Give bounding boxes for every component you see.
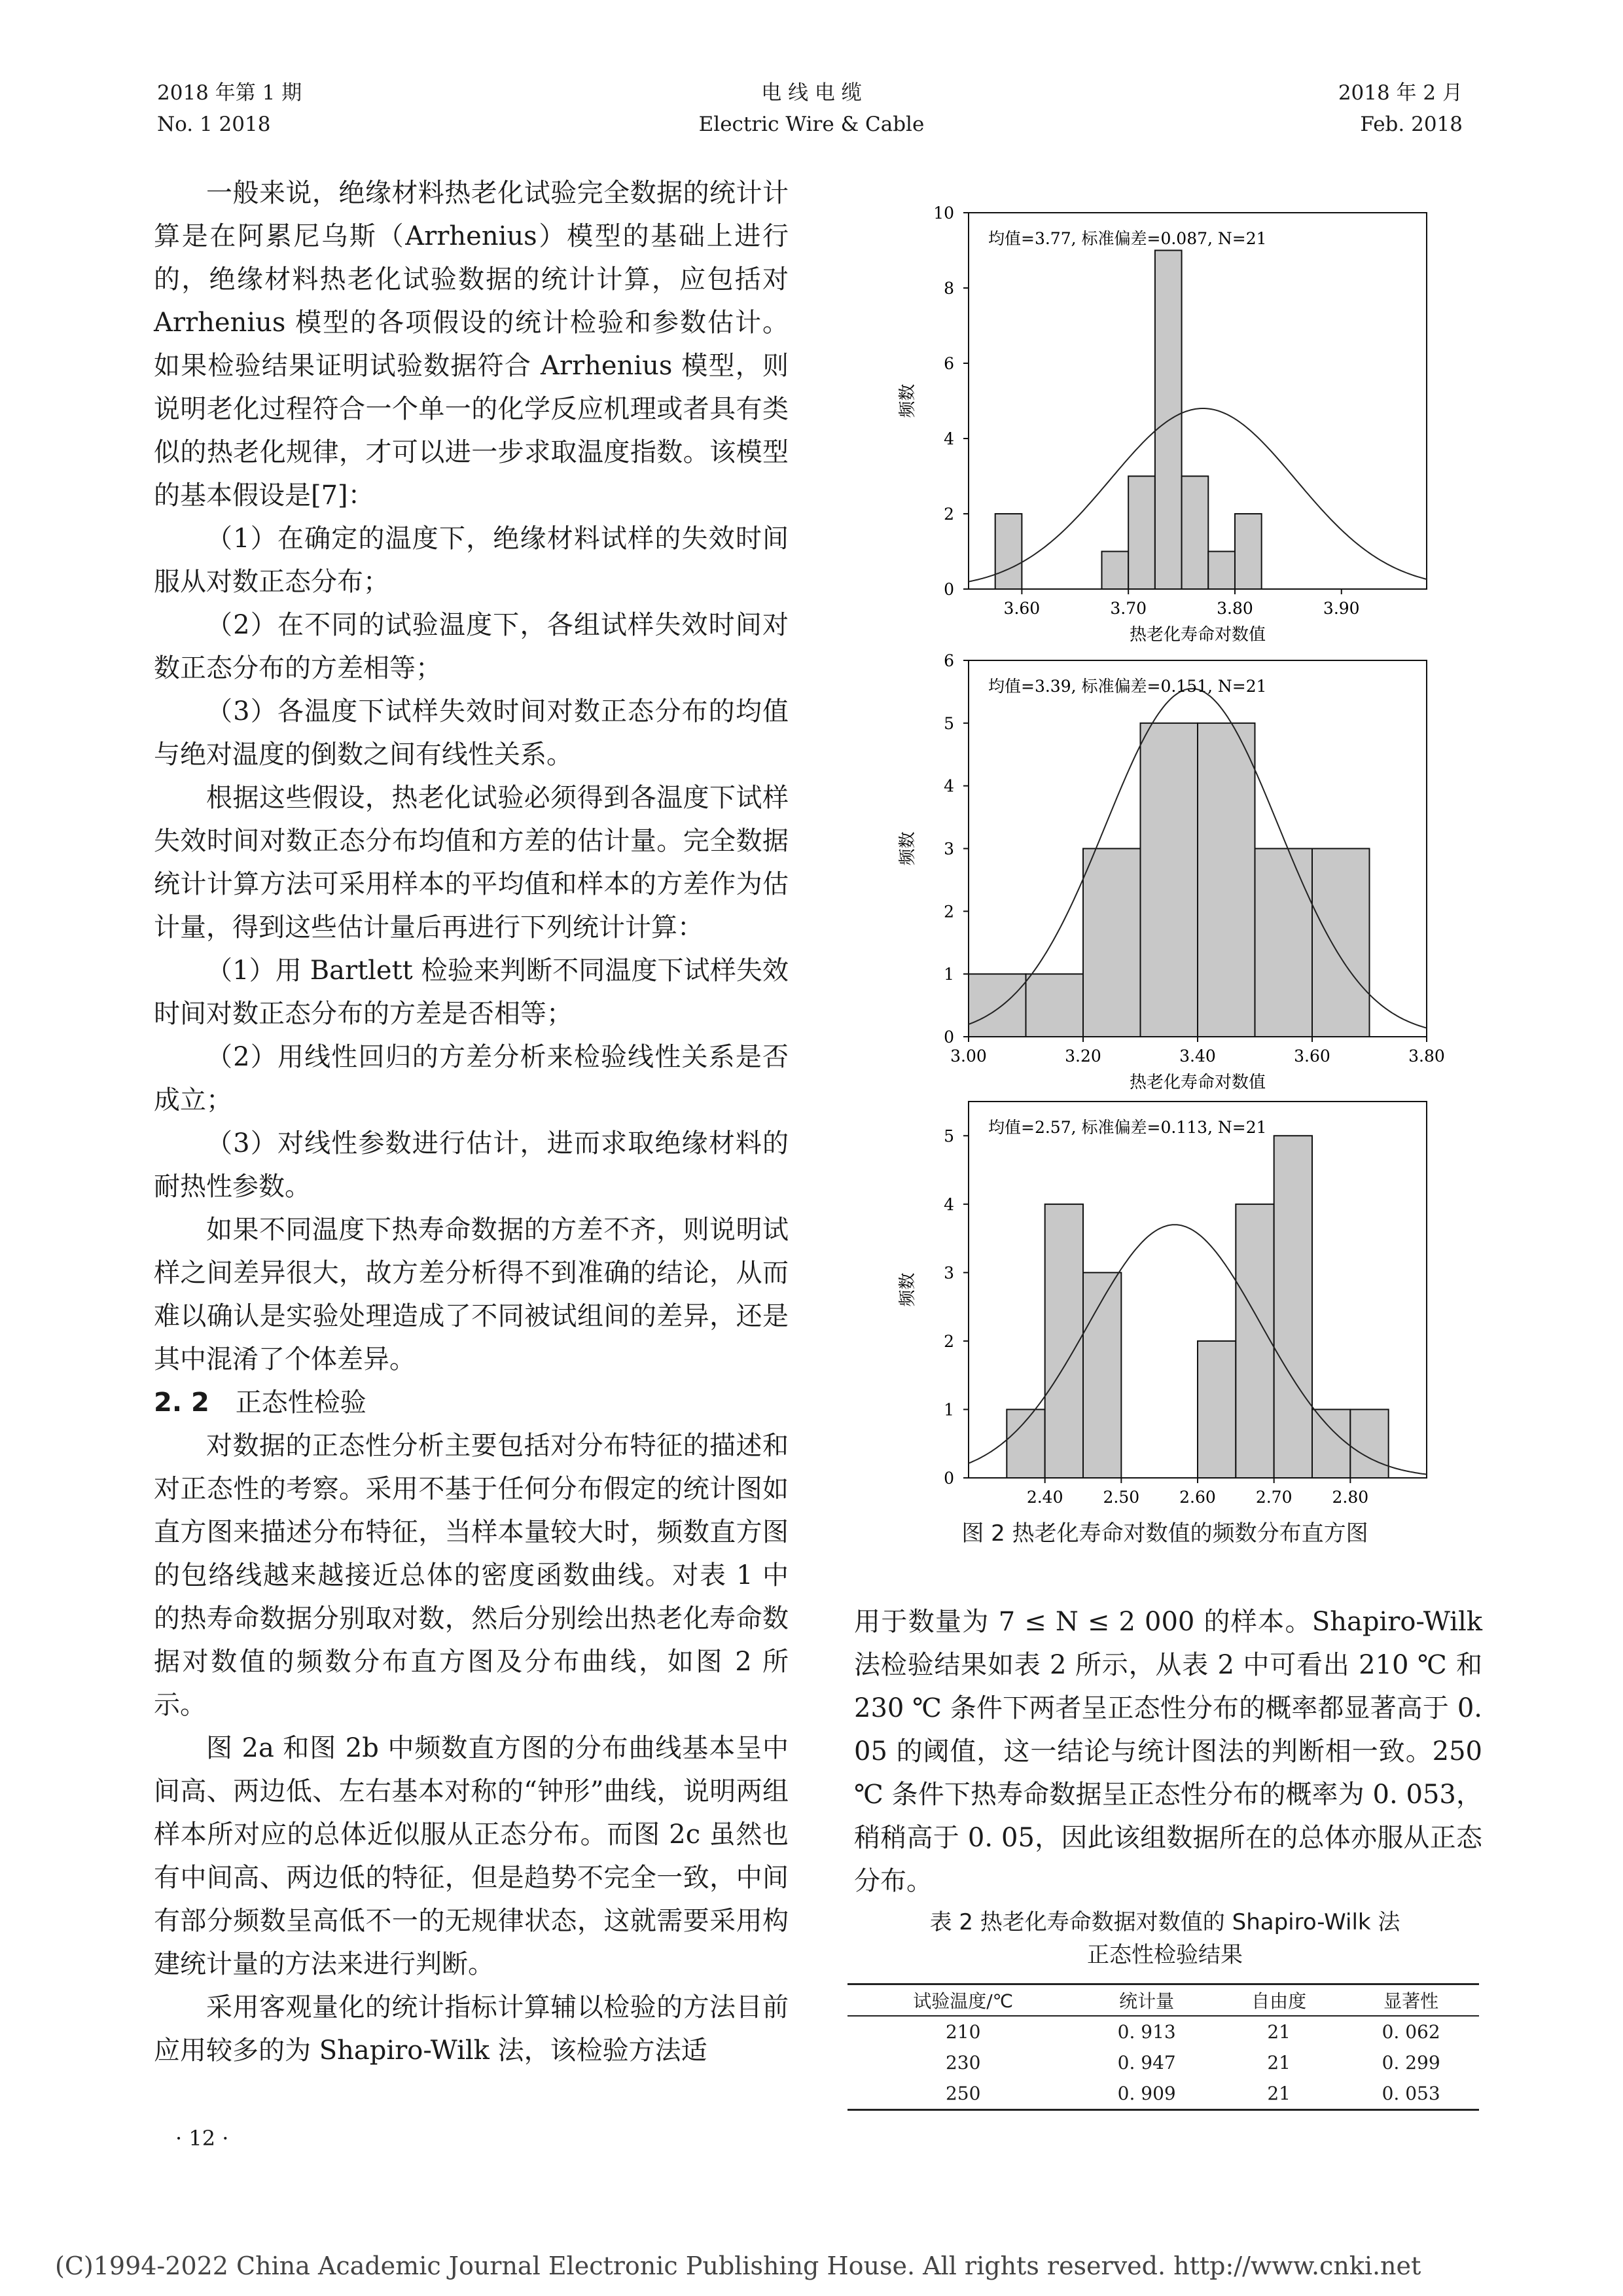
table-cell: 210 <box>945 2021 981 2043</box>
paragraph-sw-result: 用于数量为 7 ≤ N ≤ 2 000 的样本。Shapiro-Wilk 法检验结果如表 2 所示，从表 2 中可看出 210 ℃ 和 230 ℃ 条件下两者呈正态性分布的概率都显著高于 0. 05 的阈值，这一结论与统计图法的判断相一致。250 ℃ 条件下热寿命数据呈正态性分布的概率为 0. 053，稍稍高于 0. 05，因此该组数据所在的总体亦服从正态分布。 <box>854 1607 1482 1896</box>
table-row <box>847 2047 1479 2078</box>
y-tick-label: 1 <box>944 965 954 984</box>
right-column <box>854 1600 1482 1903</box>
x-tick-label: 2.80 <box>1332 1488 1369 1507</box>
table-cell: 0. 062 <box>1382 2021 1440 2043</box>
histogram-bar <box>1312 849 1370 1037</box>
histogram-250 <box>851 1079 1479 1511</box>
histogram-bar <box>1312 1409 1350 1478</box>
paragraph-estimators: 根据这些假设，热老化试验必须得到各温度下试样失效时间对数正态分布均值和方差的估计量。完全数据统计计算方法可采用样本的平均值和样本的方差作为估计量，得到这些估计量后再进行下列统计计算： <box>154 783 789 942</box>
histogram-230 <box>851 637 1479 1096</box>
table-header-cell: 自由度 <box>1215 1984 1343 2017</box>
x-tick-label: 2.60 <box>1179 1488 1216 1507</box>
header-issue-en: No. 1 2018 <box>157 113 271 136</box>
paragraph-fig2: 图 2a 和图 2b 中频数直方图的分布曲线基本呈中间高、两边低、左右基本对称的“钟形”曲线，说明两组样本所对应的总体近似服从正态分布。而图 2c 虽然也有中间高、两边低的特征，但是趋势不完全一致，中间有部分频数呈高低不一的无规律状态，这就需要采用构建统计量的方法来进行判断。 <box>154 1733 789 1979</box>
table-header-cell: 试验温度/℃ <box>847 1984 1079 2017</box>
y-tick-label: 5 <box>944 713 954 733</box>
histogram-bar <box>1155 251 1182 590</box>
page-number: · 12 · <box>175 2126 229 2151</box>
stats-annotation: 均值=3.77, 标准偏差=0.087, N=21 <box>988 229 1267 248</box>
histogram-bar <box>1255 849 1313 1037</box>
table-cell: 250 <box>847 2078 1079 2110</box>
histogram-bar <box>1045 1204 1083 1478</box>
histogram-bar <box>1236 1204 1274 1478</box>
table-row <box>847 2078 1479 2110</box>
y-tick-label: 2 <box>944 1331 954 1351</box>
section-number: 2. 2 <box>154 1388 209 1418</box>
histogram-210 <box>851 190 1479 648</box>
stats-annotation: 均值=2.57, 标准偏差=0.113, N=21 <box>988 1118 1267 1137</box>
histogram-bar <box>1198 723 1255 1037</box>
x-tick-label: 3.40 <box>1179 1047 1216 1066</box>
figure-caption: 图 2 热老化寿命对数值的频数分布直方图 <box>961 1520 1368 1547</box>
x-tick-label: 2.70 <box>1255 1488 1293 1507</box>
x-tick-label: 3.60 <box>1294 1047 1330 1066</box>
y-tick-label: 4 <box>944 429 954 448</box>
y-tick-label: 5 <box>944 1126 954 1146</box>
table-cell: 230 <box>945 2052 981 2073</box>
table-row <box>847 2016 1479 2047</box>
y-tick-label: 4 <box>944 776 954 796</box>
y-tick-label: 0 <box>944 580 954 599</box>
y-tick-label: 6 <box>944 651 954 670</box>
histogram-bar <box>1235 514 1262 589</box>
step-2: （2）用线性回归的方差分析来检验线性关系是否成立； <box>154 1042 789 1115</box>
x-tick-label: 3.70 <box>1110 599 1147 618</box>
left-column <box>154 171 789 2072</box>
x-tick-label: 3.20 <box>1065 1047 1101 1066</box>
y-tick-label: 0 <box>944 1028 954 1047</box>
assumption-2: （2）在不同的试验温度下，各组试样失效时间对数正态分布的方差相等； <box>154 610 789 683</box>
y-tick-label: 2 <box>944 505 954 524</box>
table-cell: 21 <box>1267 2021 1291 2043</box>
section-heading <box>154 1381 789 1424</box>
header-date-cn: 2018 年 2 月 <box>1338 81 1463 105</box>
step-1: （1）用 Bartlett 检验来判断不同温度下试样失效时间对数正态分布的方差是否相等； <box>154 956 789 1029</box>
table-cell: 0. 913 <box>1117 2021 1176 2043</box>
header-journal-cn: 电 线 电 缆 <box>761 81 862 105</box>
table-caption-line1: 表 2 热老化寿命数据对数值的 Shapiro-Wilk 法 <box>929 1909 1400 1935</box>
y-axis-label: 频数 <box>898 831 918 866</box>
histogram-bar <box>1026 974 1084 1037</box>
assumption-1: （1）在确定的温度下，绝缘材料试样的失效时间服从对数正态分布； <box>154 524 789 597</box>
x-tick-label: 3.90 <box>1323 599 1360 618</box>
histogram-bar <box>1083 849 1141 1037</box>
histogram-bar <box>1182 476 1209 590</box>
histogram-bar <box>1198 1341 1236 1478</box>
histogram-bar <box>1101 552 1128 590</box>
table-cell: 0. 909 <box>1079 2078 1215 2110</box>
x-tick-label: 3.80 <box>1408 1047 1445 1066</box>
assumption-3: （3）各温度下试样失效时间对数正态分布的均值与绝对温度的倒数之间有线性关系。 <box>154 696 789 770</box>
paragraph-shapiro: 采用客观量化的统计指标计算辅以检验的方法目前应用较多的为 Shapiro-Wilk 法，该检验方法适 <box>154 1992 789 2066</box>
histogram-bar <box>969 974 1026 1037</box>
figure-2 <box>851 190 1479 1513</box>
histogram-bar <box>995 514 1022 589</box>
table-cell: 21 <box>1267 2052 1291 2073</box>
table-caption-line2: 正态性检验结果 <box>1087 1942 1243 1968</box>
header-issue-cn: 2018 年第 1 期 <box>157 81 302 105</box>
x-tick-label: 3.00 <box>950 1047 987 1066</box>
y-tick-label: 6 <box>944 354 954 373</box>
x-tick-label: 3.60 <box>1003 599 1041 618</box>
y-tick-label: 1 <box>944 1400 954 1420</box>
header-journal-en: Electric Wire & Cable <box>698 113 925 136</box>
table-cell: 0. 947 <box>1117 2052 1176 2073</box>
table-cell: 21 <box>1215 2078 1343 2110</box>
results-table <box>847 1983 1479 2111</box>
histogram-bar <box>1083 1272 1121 1478</box>
y-tick-label: 10 <box>933 204 954 223</box>
y-tick-label: 8 <box>944 279 954 298</box>
y-tick-label: 2 <box>944 902 954 922</box>
x-tick-label: 2.50 <box>1103 1488 1140 1507</box>
paragraph-normality: 对数据的正态性分析主要包括对分布特征的描述和对正态性的考察。采用不基于任何分布假定的统计图如直方图来描述分布特征，当样本量较大时，频数直方图的包络线越来越接近总体的密度函数曲线。对表 1 中的热寿命数据分别取对数，然后分别绘出热老化寿命数据对数值的频数分布直方图及分布曲线，如图 2 所示。 <box>154 1431 789 1720</box>
x-axis-label: 热老化寿命对数值 <box>1129 625 1266 645</box>
y-tick-label: 3 <box>944 1263 954 1283</box>
step-3: （3）对线性参数进行估计，进而求取绝缘材料的耐热性参数。 <box>154 1128 789 1202</box>
stats-annotation: 均值=3.39, 标准偏差=0.151, N=21 <box>988 677 1267 696</box>
histogram-bar <box>1274 1136 1312 1478</box>
histogram-bar <box>1350 1409 1388 1478</box>
y-tick-label: 4 <box>944 1194 954 1214</box>
copyright-footer: (C)1994-2022 China Academic Journal Electronic Publishing House. All rights reserved. http://www.cnki.net <box>55 2251 1421 2280</box>
y-tick-label: 0 <box>944 1469 954 1488</box>
paragraph-arrhenius: 一般来说，绝缘材料热老化试验完全数据的统计计算是在阿累尼乌斯（Arrhenius）模型的基础上进行的，绝缘材料热老化试验数据的统计计算，应包括对 Arrhenius 模型的各项假设的统计检验和参数估计。如果检验结果证明试验数据符合 Arrhenius 模型，则说明老化过程符合一个单一的化学反应机理或者具有类似的热老化规律，才可以进一步求取温度指数。该模型的基本假设是[7]： <box>154 178 789 511</box>
histogram-bar <box>1007 1409 1044 1478</box>
x-tick-label: 2.40 <box>1026 1488 1063 1507</box>
section-title: 正态性检验 <box>235 1388 366 1418</box>
table-cell: 0. 299 <box>1382 2052 1440 2073</box>
table-header-cell: 显著性 <box>1343 1984 1479 2017</box>
paragraph-variance: 如果不同温度下热寿命数据的方差不齐，则说明试样之间差异很大，故方差分析得不到准确的结论，从而难以确认是实验处理造成了不同被试组间的差异，还是其中混淆了个体差异。 <box>154 1215 789 1374</box>
histogram-bar <box>1141 723 1198 1037</box>
y-tick-label: 3 <box>944 839 954 859</box>
table-header-cell: 统计量 <box>1079 1984 1215 2017</box>
histogram-bar <box>1208 552 1235 590</box>
histogram-bar <box>1128 476 1155 590</box>
header-date <box>1338 77 1463 140</box>
x-axis-label: 热老化寿命对数值 <box>1129 1073 1266 1092</box>
table-header-row <box>847 1984 1479 2017</box>
table-cell: 0. 053 <box>1343 2078 1479 2110</box>
y-axis-label: 频数 <box>898 1272 918 1307</box>
header-date-en: Feb. 2018 <box>1360 113 1463 136</box>
y-axis-label: 频数 <box>898 384 918 418</box>
x-tick-label: 3.80 <box>1217 599 1253 618</box>
table-caption <box>851 1906 1479 1971</box>
